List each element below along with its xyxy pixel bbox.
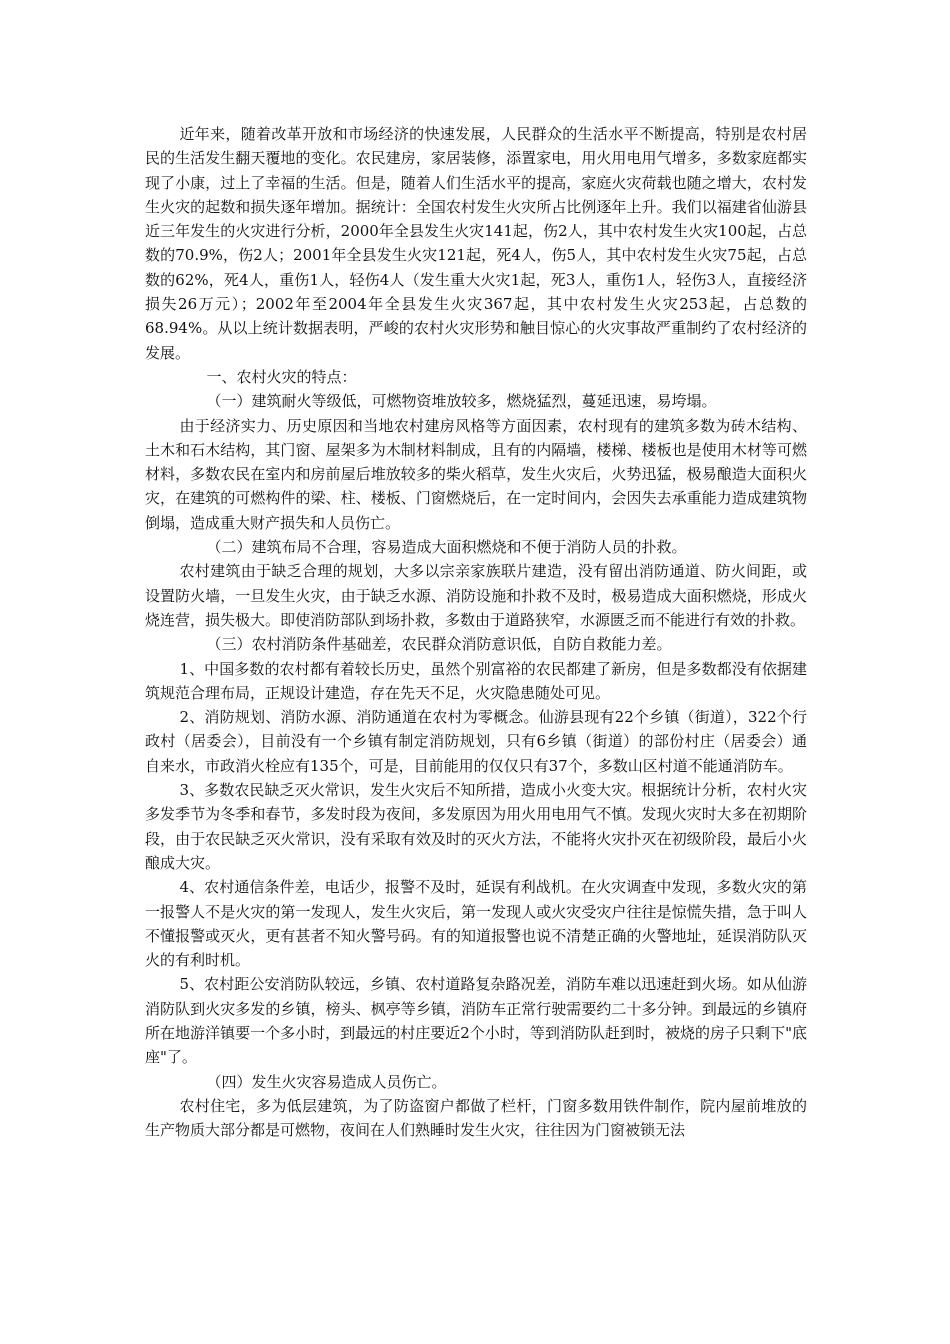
intro-paragraph: 近年来，随着改革开放和市场经济的快速发展，人民群众的生活水平不断提高，特别是农村居民的生活发生翻天覆地的变化。农民建房，家居装修，添置家电，用火用电用气增多，多数家庭都实现了小康，过上了幸福的生活。但是，随着人们生活水平的提高，家庭火灾荷载也随之增大，农村发生火灾的起数和损失逐年增加。据统计：全国农村发生火灾所占比例逐年上升。我们以福建省仙游县近三年发生的火灾进行分析，2000年全县发生火灾141起，伤2人，其中农村发生火灾100起，占总数的70.9%，伤2人；2001年全县发生火灾121起，死4人，伤5人，其中农村发生火灾75起，占总数的62%，死4人，重伤1人，轻伤4人（发生重大火灾1起，死3人，重伤1人，轻伤3人，直接经济损失26万元）；2002年至2004年全县发生火灾367起，其中农村发生火灾253起，占总数的68.94%。从以上统计数据表明，严峻的农村火灾形势和触目惊心的火灾事故严重制约了农村经济的发展。 <box>145 125 807 362</box>
document-page <box>145 122 807 1142</box>
body-paragraph-2: 农村建筑由于缺乏合理的规划，大多以宗亲家族联片建造，没有留出消防通道、防火间距，或设置防火墙，一旦发生火灾，由于缺乏水源、消防设施和扑救不及时，极易造成大面积燃烧，形成火烧连营，损失极大。即使消防部队到场扑救，多数由于道路狭窄，水源匮乏而不能进行有效的扑救。 <box>145 562 807 629</box>
subsection-heading-4: （四）发生火灾容易造成人员伤亡。 <box>206 1072 447 1091</box>
list-item-3: 3、多数农民缺乏灭火常识，发生火灾后不知所措，造成小火变大灾。根据统计分析，农村火灾多发季节为冬季和春节，多发时段为夜间，多发原因为用火用电用气不慎。发现火灾时大多在初期阶段，由于农民缺乏灭火常识，没有采取有效及时的灭火方法，不能将火灾扑灭在初级阶段，最后小火酿成大灾。 <box>145 781 807 872</box>
body-paragraph-1: 由于经济实力、历史原因和当地农村建房风格等方面因素，农村现有的建筑多数为砖木结构、土木和石木结构，其门窗、屋架多为木制材料制成，且有的内隔墙，楼梯、楼板也是使用木材等可燃材料，多数农民在室内和房前屋后堆放较多的柴火稻草，发生火灾后，火势迅猛，极易酿造大面积火灾，在建筑的可燃构件的梁、柱、楼板、门窗燃烧后，在一定时间内，会因失去承重能力造成建筑物倒塌，造成重大财产损失和人员伤亡。 <box>145 416 807 532</box>
subsection-heading-3: （三）农村消防条件基础差，农民群众消防意识低，自防自救能力差。 <box>206 635 672 654</box>
list-item-2: 2、消防规划、消防水源、消防通道在农村为零概念。仙游县现有22个乡镇（街道），322个行政村（居委会），目前没有一个乡镇有制定消防规划，只有6乡镇（街道）的部份村庄（居委会）通自来水，市政消火栓应有135个，可是，目前能用的仅仅只有37个，多数山区村道不能通消防车。 <box>145 708 807 775</box>
section-heading-features: 一、农村火灾的特点： <box>206 367 357 386</box>
body-paragraph-4: 农村住宅，多为低层建筑，为了防盗窗户都做了栏杆，门窗多数用铁件制作，院内屋前堆放的生产物质大部分都是可燃物，夜间在人们熟睡时发生火灾，往往因为门窗被锁无法 <box>145 1096 807 1140</box>
list-item-5: 5、农村距公安消防队较远，乡镇、农村道路复杂路况差，消防车难以迅速赶到火场。如从仙游消防队到火灾多发的乡镇，榜头、枫亭等乡镇，消防车正常行驶需要约二十多分钟。到最远的乡镇府所在地游洋镇要一个多小时，到最远的村庄要近2个小时，等到消防队赶到时，被烧的房子只剩下"底座"了。 <box>145 975 807 1067</box>
subsection-heading-1: （一）建筑耐火等级低，可燃物资堆放较多，燃烧猛烈，蔓延迅速，易垮塌。 <box>206 392 717 411</box>
subsection-heading-2: （二）建筑布局不合理，容易造成大面积燃烧和不便于消防人员的扑救。 <box>206 538 687 557</box>
list-item-4: 4、农村通信条件差，电话少，报警不及时，延误有利战机。在火灾调查中发现，多数火灾的第一报警人不是火灾的第一发现人，发生火灾后，第一发现人或火灾受灾户往往是惊慌失措，急于叫人不懂报警或灭火，更有甚者不知火警号码。有的知道报警也说不清楚正确的火警地址，延误消防队灭火的有利时机。 <box>145 878 807 970</box>
list-item-1: 1、中国多数的农村都有着较长历史，虽然个别富裕的农民都建了新房，但是多数都没有依据建筑规范合理布局，正规设计建造，存在先天不足，火灾隐患随处可见。 <box>145 659 807 702</box>
